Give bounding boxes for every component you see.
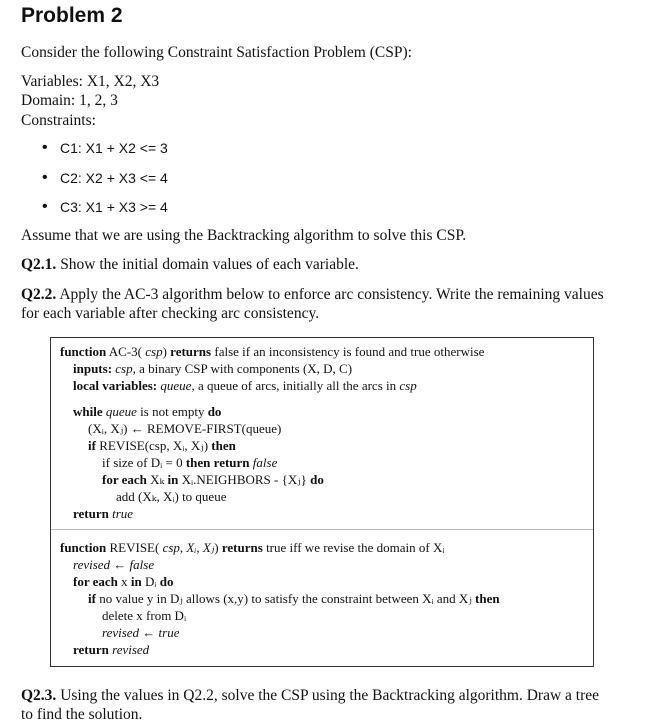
domain-line: Domain: 1, 2, 3 bbox=[21, 92, 118, 109]
constraint-c3: • C3: X1 + X3 >= 4 bbox=[60, 199, 168, 215]
ac3-line-8: for each Xₖ in Xᵢ.NEIGHBORS - {Xⱼ} do bbox=[102, 472, 324, 487]
question-text-line1: Using the values in Q2.2, solve the CSP using the Backtracking algorithm. Draw a tree bbox=[56, 687, 599, 704]
page-title: Problem 2 bbox=[21, 4, 123, 27]
ac3-line-3: local variables: queue, a queue of arcs, initially all the arcs in csp bbox=[73, 378, 417, 393]
revise-line-6: revised ← true bbox=[102, 625, 180, 640]
ac3-line-9: add (Xₖ, Xᵢ) to queue bbox=[116, 489, 227, 504]
constraint-c1: • C1: X1 + X2 <= 3 bbox=[60, 140, 168, 156]
question-number: Q2.2. bbox=[21, 286, 57, 303]
assume-text: Assume that we are using the Backtracking algorithm to solve this CSP. bbox=[21, 227, 467, 244]
question-text: Show the initial domain values of each variable. bbox=[56, 256, 359, 273]
ac3-line-5: (Xᵢ, Xⱼ) ← REMOVE-FIRST(queue) bbox=[88, 421, 282, 436]
revise-line-1: function REVISE( csp, Xᵢ, Xⱼ) returns true iff we revise the domain of Xᵢ bbox=[60, 540, 445, 555]
question-text-line2: for each variable after checking arc consistency. bbox=[21, 305, 320, 322]
question-2-3 bbox=[21, 686, 633, 724]
ac3-line-7: if size of Dᵢ = 0 then return false bbox=[102, 455, 278, 470]
ac3-line-10: return true bbox=[73, 506, 134, 521]
ac3-line-6: if REVISE(csp, Xᵢ, Xⱼ) then bbox=[88, 438, 236, 453]
revise-line-2: revised ← false bbox=[73, 557, 155, 572]
constraints-list bbox=[60, 140, 360, 220]
revise-line-4: if no value y in Dⱼ allows (x,y) to satisfy the constraint between Xᵢ and Xⱼ then bbox=[88, 591, 500, 606]
question-2-1 bbox=[21, 255, 359, 274]
algorithm-separator bbox=[51, 529, 593, 530]
intro-text: Consider the following Constraint Satisfaction Problem (CSP): bbox=[21, 44, 412, 61]
revise-line-3: for each x in Dᵢ do bbox=[73, 574, 174, 589]
revise-line-5: delete x from Dᵢ bbox=[102, 608, 187, 623]
ac3-line-2: inputs: csp, a binary CSP with components (X, D, C) bbox=[73, 361, 353, 376]
ac3-line-4: while queue is not empty do bbox=[73, 404, 222, 419]
question-number: Q2.1. bbox=[21, 256, 57, 273]
revise-line-7: return revised bbox=[73, 642, 150, 657]
question-text-line1: Apply the AC-3 algorithm below to enforce arc consistency. Write the remaining values bbox=[56, 286, 604, 303]
constraints-label: Constraints: bbox=[21, 112, 96, 129]
variables-line: Variables: X1, X2, X3 bbox=[21, 73, 160, 90]
question-number: Q2.3. bbox=[21, 687, 57, 704]
constraint-c2: • C2: X2 + X3 <= 4 bbox=[60, 170, 168, 186]
question-2-2 bbox=[21, 285, 631, 323]
algorithm-box bbox=[50, 337, 594, 667]
question-text-line2: to find the solution. bbox=[21, 706, 143, 723]
ac3-line-1: function AC-3( csp) returns false if an inconsistency is found and true otherwise bbox=[60, 344, 485, 359]
